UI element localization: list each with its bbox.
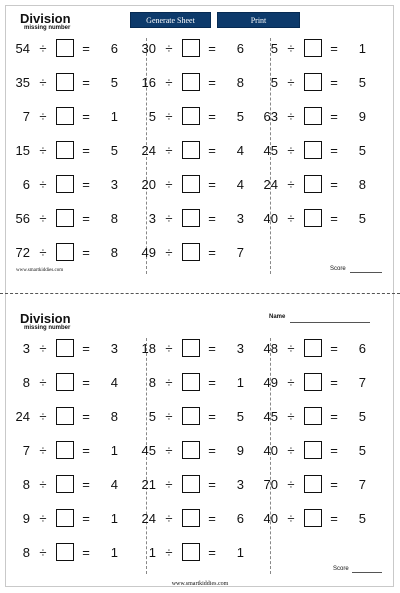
equals-sign: =: [330, 142, 338, 158]
divide-sign: ÷: [39, 142, 47, 158]
equals-sign: =: [82, 408, 90, 424]
dividend: 16: [141, 74, 156, 90]
quotient: 5: [358, 442, 366, 458]
answer-box[interactable]: [304, 441, 322, 459]
equals-sign: =: [82, 40, 90, 56]
divide-sign: ÷: [165, 408, 173, 424]
dividend: 24: [15, 408, 30, 424]
division-problem: [136, 440, 252, 460]
sheet-subtitle: missing number: [24, 325, 71, 331]
dividend: 40: [263, 510, 278, 526]
answer-box[interactable]: [182, 543, 200, 561]
equals-sign: =: [208, 244, 216, 260]
equals-sign: =: [82, 74, 90, 90]
division-problem: [258, 440, 374, 460]
dividend: 45: [263, 142, 278, 158]
equals-sign: =: [82, 442, 90, 458]
equals-sign: =: [208, 544, 216, 560]
equals-sign: =: [82, 340, 90, 356]
division-problem: [136, 406, 252, 426]
division-problem: [258, 208, 374, 228]
website-label: www.smartkiddies.com: [16, 268, 64, 273]
answer-box[interactable]: [304, 107, 322, 125]
quotient: 3: [236, 340, 244, 356]
divide-sign: ÷: [39, 40, 47, 56]
equals-sign: =: [82, 510, 90, 526]
quotient: 7: [358, 374, 366, 390]
divide-sign: ÷: [165, 374, 173, 390]
division-problem: [258, 406, 374, 426]
answer-box[interactable]: [304, 209, 322, 227]
answer-box[interactable]: [304, 339, 322, 357]
quotient: 3: [236, 476, 244, 492]
divide-sign: ÷: [39, 510, 47, 526]
quotient: 3: [110, 176, 118, 192]
answer-box[interactable]: [56, 141, 74, 159]
divide-sign: ÷: [287, 74, 295, 90]
equals-sign: =: [208, 340, 216, 356]
quotient: 8: [236, 74, 244, 90]
division-problem: [136, 474, 252, 494]
score-label: Score: [333, 566, 349, 572]
equals-sign: =: [330, 340, 338, 356]
divide-sign: ÷: [39, 374, 47, 390]
dividend: 54: [15, 40, 30, 56]
quotient: 6: [236, 40, 244, 56]
divide-sign: ÷: [39, 244, 47, 260]
equals-sign: =: [82, 108, 90, 124]
equals-sign: =: [82, 142, 90, 158]
quotient: 6: [236, 510, 244, 526]
dividend: 40: [263, 210, 278, 226]
quotient: 9: [236, 442, 244, 458]
division-problem: [258, 372, 374, 392]
quotient: 5: [358, 210, 366, 226]
divide-sign: ÷: [165, 40, 173, 56]
worksheet-2: [0, 300, 400, 588]
dividend: 5: [148, 408, 156, 424]
divide-sign: ÷: [39, 210, 47, 226]
division-problem: [136, 140, 252, 160]
equals-sign: =: [330, 442, 338, 458]
problem-grid: [0, 0, 400, 288]
division-problem: [136, 372, 252, 392]
divide-sign: ÷: [165, 340, 173, 356]
equals-sign: =: [208, 74, 216, 90]
answer-box[interactable]: [56, 373, 74, 391]
divide-sign: ÷: [287, 510, 295, 526]
quotient: 1: [236, 374, 244, 390]
answer-box[interactable]: [304, 141, 322, 159]
equals-sign: =: [82, 176, 90, 192]
quotient: 4: [110, 476, 118, 492]
division-problem: [258, 474, 374, 494]
divide-sign: ÷: [39, 108, 47, 124]
answer-box[interactable]: [56, 475, 74, 493]
equals-sign: =: [330, 40, 338, 56]
answer-box[interactable]: [56, 243, 74, 261]
divide-sign: ÷: [165, 210, 173, 226]
quotient: 1: [110, 442, 118, 458]
division-problem: [258, 38, 374, 58]
quotient: 7: [236, 244, 244, 260]
division-problem: [258, 338, 374, 358]
divide-sign: ÷: [287, 210, 295, 226]
answer-box[interactable]: [182, 339, 200, 357]
answer-box[interactable]: [56, 107, 74, 125]
equals-sign: =: [208, 142, 216, 158]
divide-sign: ÷: [287, 374, 295, 390]
equals-sign: =: [82, 476, 90, 492]
division-problem: [258, 106, 374, 126]
quotient: 5: [110, 142, 118, 158]
divide-sign: ÷: [39, 408, 47, 424]
division-problem: [10, 242, 126, 262]
divide-sign: ÷: [165, 108, 173, 124]
division-problem: [10, 372, 126, 392]
answer-box[interactable]: [304, 475, 322, 493]
quotient: 1: [358, 40, 366, 56]
equals-sign: =: [330, 176, 338, 192]
generate-sheet-button[interactable]: Generate Sheet: [130, 12, 211, 28]
quotient: 6: [110, 40, 118, 56]
dividend: 9: [22, 510, 30, 526]
division-problem: [136, 338, 252, 358]
dividend: 63: [263, 108, 278, 124]
divide-sign: ÷: [287, 176, 295, 192]
divide-sign: ÷: [165, 74, 173, 90]
quotient: 5: [236, 108, 244, 124]
answer-box[interactable]: [56, 39, 74, 57]
division-problem: [10, 208, 126, 228]
equals-sign: =: [330, 108, 338, 124]
divide-sign: ÷: [39, 176, 47, 192]
quotient: 6: [358, 340, 366, 356]
division-problem: [258, 174, 374, 194]
divide-sign: ÷: [165, 176, 173, 192]
answer-box[interactable]: [182, 175, 200, 193]
division-problem: [10, 508, 126, 528]
answer-box[interactable]: [304, 175, 322, 193]
divide-sign: ÷: [39, 74, 47, 90]
dividend: 45: [263, 408, 278, 424]
answer-box[interactable]: [182, 475, 200, 493]
division-problem: [136, 508, 252, 528]
equals-sign: =: [82, 544, 90, 560]
equals-sign: =: [330, 374, 338, 390]
dividend: 1: [148, 544, 156, 560]
answer-box[interactable]: [56, 407, 74, 425]
quotient: 3: [110, 340, 118, 356]
dividend: 72: [15, 244, 30, 260]
division-problem: [258, 72, 374, 92]
dividend: 5: [148, 108, 156, 124]
divide-sign: ÷: [287, 442, 295, 458]
answer-box[interactable]: [304, 509, 322, 527]
quotient: 5: [358, 408, 366, 424]
divide-sign: ÷: [39, 340, 47, 356]
answer-box[interactable]: [182, 407, 200, 425]
division-problem: [136, 542, 252, 562]
dividend: 40: [263, 442, 278, 458]
dividend: 8: [22, 544, 30, 560]
dividend: 20: [141, 176, 156, 192]
quotient: 8: [110, 210, 118, 226]
equals-sign: =: [330, 210, 338, 226]
dividend: 6: [22, 176, 30, 192]
division-problem: [10, 106, 126, 126]
quotient: 8: [358, 176, 366, 192]
divide-sign: ÷: [39, 476, 47, 492]
cut-line: [0, 293, 400, 294]
divide-sign: ÷: [287, 142, 295, 158]
quotient: 9: [358, 108, 366, 124]
division-problem: [10, 440, 126, 460]
dividend: 21: [141, 476, 156, 492]
sheet-subtitle: missing number: [24, 25, 71, 31]
equals-sign: =: [330, 476, 338, 492]
equals-sign: =: [330, 408, 338, 424]
equals-sign: =: [208, 408, 216, 424]
equals-sign: =: [208, 210, 216, 226]
equals-sign: =: [82, 244, 90, 260]
quotient: 5: [358, 142, 366, 158]
dividend: 30: [141, 40, 156, 56]
division-problem: [10, 406, 126, 426]
dividend: 8: [22, 476, 30, 492]
division-problem: [136, 38, 252, 58]
dividend: 7: [22, 442, 30, 458]
division-problem: [10, 542, 126, 562]
dividend: 49: [263, 374, 278, 390]
divide-sign: ÷: [287, 108, 295, 124]
dividend: 8: [22, 374, 30, 390]
worksheet-1: [0, 0, 400, 288]
divide-sign: ÷: [39, 442, 47, 458]
name-label: Name: [269, 314, 286, 320]
division-problem: [136, 242, 252, 262]
divide-sign: ÷: [287, 476, 295, 492]
answer-box[interactable]: [182, 373, 200, 391]
equals-sign: =: [330, 510, 338, 526]
sheet-title: Division: [20, 11, 71, 26]
division-problem: [136, 174, 252, 194]
quotient: 4: [110, 374, 118, 390]
division-problem: [10, 38, 126, 58]
divide-sign: ÷: [287, 40, 295, 56]
answer-box[interactable]: [182, 509, 200, 527]
equals-sign: =: [330, 74, 338, 90]
quotient: 8: [110, 244, 118, 260]
dividend: 24: [141, 142, 156, 158]
answer-box[interactable]: [182, 243, 200, 261]
divide-sign: ÷: [165, 510, 173, 526]
quotient: 1: [110, 510, 118, 526]
division-problem: [258, 140, 374, 160]
dividend: 35: [15, 74, 30, 90]
divide-sign: ÷: [165, 442, 173, 458]
dividend: 3: [148, 210, 156, 226]
score-line: [350, 272, 382, 273]
answer-box[interactable]: [56, 73, 74, 91]
equals-sign: =: [82, 210, 90, 226]
divide-sign: ÷: [165, 476, 173, 492]
dividend: 70: [263, 476, 278, 492]
division-problem: [10, 140, 126, 160]
answer-box[interactable]: [182, 73, 200, 91]
dividend: 18: [141, 340, 156, 356]
dividend: 48: [263, 340, 278, 356]
sheet-title: Division: [20, 311, 71, 326]
answer-box[interactable]: [304, 73, 322, 91]
answer-box[interactable]: [304, 407, 322, 425]
equals-sign: =: [208, 442, 216, 458]
division-problem: [136, 106, 252, 126]
division-problem: [136, 208, 252, 228]
quotient: 5: [236, 408, 244, 424]
score-label: Score: [330, 266, 346, 272]
quotient: 5: [110, 74, 118, 90]
quotient: 5: [358, 510, 366, 526]
quotient: 3: [236, 210, 244, 226]
dividend: 3: [22, 340, 30, 356]
quotient: 1: [110, 544, 118, 560]
equals-sign: =: [82, 374, 90, 390]
answer-box[interactable]: [56, 509, 74, 527]
answer-box[interactable]: [304, 39, 322, 57]
quotient: 1: [236, 544, 244, 560]
equals-sign: =: [208, 510, 216, 526]
dividend: 5: [270, 40, 278, 56]
division-problem: [258, 508, 374, 528]
dividend: 24: [263, 176, 278, 192]
dividend: 49: [141, 244, 156, 260]
answer-box[interactable]: [182, 39, 200, 57]
answer-box[interactable]: [182, 107, 200, 125]
dividend: 5: [270, 74, 278, 90]
quotient: 8: [110, 408, 118, 424]
answer-box[interactable]: [56, 175, 74, 193]
answer-box[interactable]: [304, 373, 322, 391]
divide-sign: ÷: [165, 544, 173, 560]
dividend: 8: [148, 374, 156, 390]
score-line: [352, 572, 382, 573]
quotient: 5: [358, 74, 366, 90]
division-problem: [10, 174, 126, 194]
dividend: 56: [15, 210, 30, 226]
division-problem: [136, 72, 252, 92]
answer-box[interactable]: [56, 339, 74, 357]
dividend: 24: [141, 510, 156, 526]
answer-box[interactable]: [56, 441, 74, 459]
answer-box[interactable]: [56, 209, 74, 227]
problem-grid: [0, 300, 400, 588]
answer-box[interactable]: [182, 441, 200, 459]
quotient: 1: [110, 108, 118, 124]
divide-sign: ÷: [165, 142, 173, 158]
divide-sign: ÷: [165, 244, 173, 260]
equals-sign: =: [208, 476, 216, 492]
division-problem: [10, 338, 126, 358]
quotient: 4: [236, 176, 244, 192]
dividend: 7: [22, 108, 30, 124]
dividend: 15: [15, 142, 30, 158]
quotient: 4: [236, 142, 244, 158]
equals-sign: =: [208, 176, 216, 192]
quotient: 7: [358, 476, 366, 492]
answer-box[interactable]: [56, 543, 74, 561]
equals-sign: =: [208, 40, 216, 56]
print-button[interactable]: Print: [217, 12, 300, 28]
dividend: 45: [141, 442, 156, 458]
division-problem: [10, 72, 126, 92]
divide-sign: ÷: [287, 408, 295, 424]
division-problem: [10, 474, 126, 494]
divide-sign: ÷: [287, 340, 295, 356]
equals-sign: =: [208, 374, 216, 390]
answer-box[interactable]: [182, 209, 200, 227]
divide-sign: ÷: [39, 544, 47, 560]
website-label: www.smartkiddies.com: [171, 581, 229, 587]
answer-box[interactable]: [182, 141, 200, 159]
equals-sign: =: [208, 108, 216, 124]
